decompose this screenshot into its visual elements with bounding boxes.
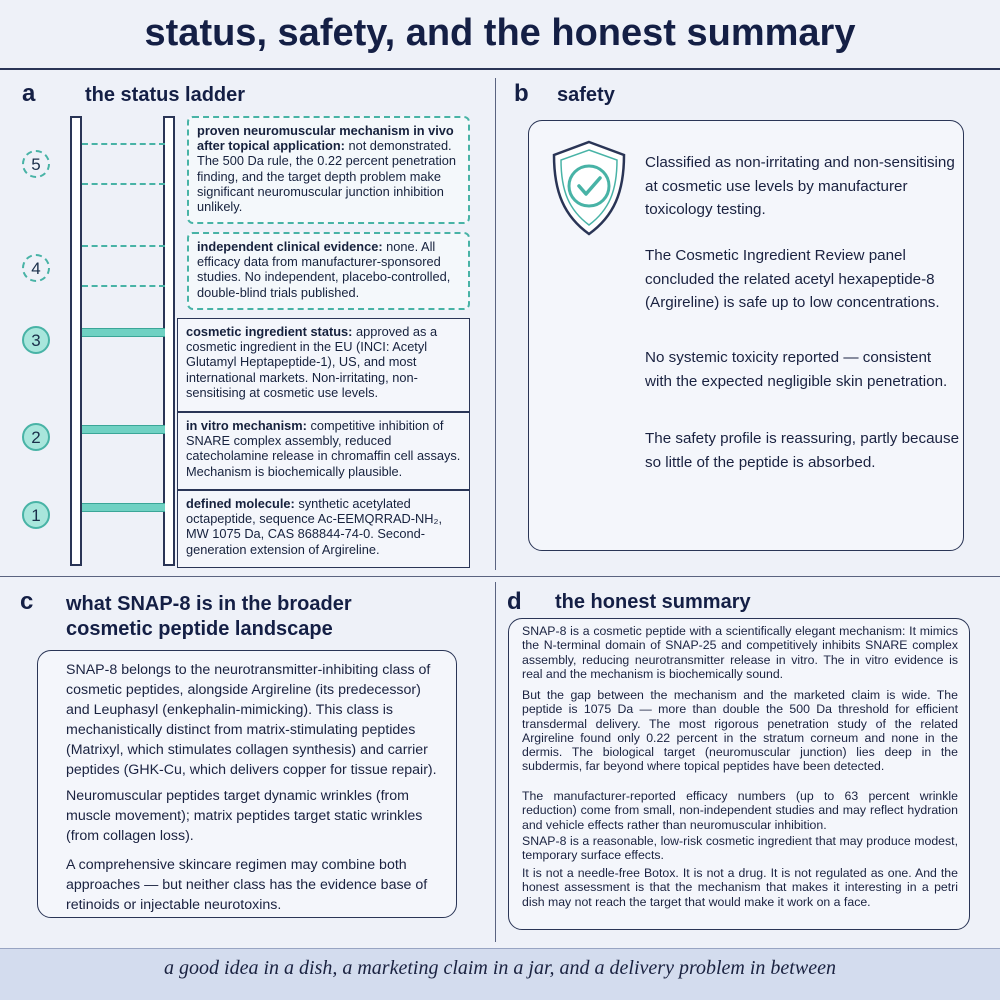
footer-caption: a good idea in a dish, a marketing claim in a jar, and a delivery problem in between [164,957,836,979]
vertical-divider-top [495,78,496,570]
summary-paragraph-3: The manufacturer-reported efficacy numbers (up to 63 percent wrinkle reduction) come from small, non-independent studies and may reflect hydration and vehicle effects rather than neuromuscular inhibition. [522,789,958,832]
safety-paragraph-1: Classified as non-irritating and non-sensitising at cosmetic use levels by manufacturer toxicology testing. [645,154,955,218]
panel-c-title-line1: what SNAP-8 is in the broader [66,593,352,615]
title-rule [0,68,1000,70]
safety-paragraph-4: The safety profile is reassuring, partly because so little of the peptide is absorbed. [645,430,960,471]
step-4-badge: 4 [22,254,50,282]
vertical-divider-bottom [495,582,496,942]
panel-a-title: the status ladder [85,84,246,106]
step-5-text: not demonstrated. The 500 Da rule, the 0.22 percent penetration finding, and the target depth problem make significant neuromuscular junction inhibition unlikely. [197,138,456,215]
step-1-text: synthetic acetylated octapeptide, sequence Ac-EEMQRRAD-NH₂, MW 1075 Da, CAS 868844-74-0. Second-generation extension of Argireline. [186,496,443,557]
panel-d-label: d [507,588,522,615]
step-1-box [177,490,470,568]
page-title: status, safety, and the honest summary [144,12,856,54]
step-4-box [187,232,470,310]
panel-b-title: safety [557,84,615,106]
step-4-heading: independent clinical evidence: [197,239,383,254]
step-1-badge: 1 [22,501,50,529]
panel-c-title-line2: cosmetic peptide landscape [66,618,333,640]
summary-paragraph-4: SNAP-8 is a reasonable, low-risk cosmetic ingredient that may produce modest, temporary surface effects. [522,834,958,863]
step-2-text: competitive inhibition of SNARE complex assembly, reduced catecholamine release in chromaffin cell assays. Mechanism is biochemically plausible. [186,418,461,479]
horizontal-divider [0,576,1000,577]
step-2-box [177,412,470,490]
summary-paragraph-2: But the gap between the mechanism and the marketed claim is wide. The peptide is 1075 Da — more than double the 500 Da threshold for efficient transdermal delivery. The most rigorous penetration study of the related Argireline found only 0.22 percent in the stratum corneum and none in the dermis. The biological target (neuromuscular junction) lies deep in the subdermis, far beyond where topical peptides have been detected. [522,688,958,774]
ladder-rung-3 [82,328,165,337]
panel-d-title: the honest summary [555,591,751,613]
summary-paragraph-1: SNAP-8 is a cosmetic peptide with a scientifically elegant mechanism: It mimics the N-terminal domain of SNAP-25 and competitively inhibits SNARE complex assembly, reducing neurotransmitter release in vitro. The in vitro evidence is real and the mechanism is biochemically sound. [522,624,958,681]
step-3-badge: 3 [22,326,50,354]
step-5-badge: 5 [22,150,50,178]
summary-paragraph-5: It is not a needle-free Botox. It is not a drug. It is not regulated as one. And the honest assessment is that the mechanism that makes it interesting in a petri dish may not reach the target that would make it work on a face. [522,866,958,909]
step-5-heading: proven neuromuscular mechanism in vivo after topical application: [197,123,454,154]
ladder-rung-2 [82,425,165,434]
panel-b-label: b [514,80,529,107]
ladder-rung-5b [82,183,165,185]
ladder-rung-4a [82,245,165,247]
ladder-rung-1 [82,503,165,512]
step-3-text: approved as a cosmetic ingredient in the EU (INCI: Acetyl Glutamyl Heptapeptide-1), US, and most international markets. Non-irritating, non-sensitising at cosmetic use levels. [186,324,438,400]
panel-c-label: c [20,588,34,615]
shield-check-icon [548,138,630,238]
landscape-paragraph-2: Neuromuscular peptides target dynamic wrinkles (from muscle movement); matrix peptides target static wrinkles (from collagen loss). [66,788,423,844]
step-2-heading: in vitro mechanism: [186,418,307,433]
step-1-heading: defined molecule: [186,496,295,511]
step-5-box [187,116,470,224]
landscape-paragraph-1: SNAP-8 belongs to the neurotransmitter-inhibiting class of cosmetic peptides, alongside Argireline (its predecessor) and Leuphasyl (enkephalin-mimicking). This class is mechanistically distinct from matrix-stimulating peptides (Matrixyl, which stimulates collagen synthesis) and carrier peptides (GHK-Cu, which delivers copper for tissue repair). [66,662,437,778]
step-3-box [177,318,470,412]
step-3-heading: cosmetic ingredient status: [186,324,353,339]
landscape-paragraph-3: A comprehensive skincare regimen may combine both approaches — but neither class has the evidence base of retinoids or injectable neurotoxins. [66,857,428,913]
safety-paragraph-3: No systemic toxicity reported — consistent with the expected negligible skin penetration. [645,349,948,390]
ladder-left-rail [70,116,82,566]
ladder-rung-4b [82,285,165,287]
panel-a-label: a [22,80,36,107]
step-4-text: none. All efficacy data from manufacturer-sponsored studies. No independent, placebo-controlled, double-blind trials published. [197,239,451,300]
step-2-badge: 2 [22,423,50,451]
ladder-rung-5a [82,143,165,145]
safety-paragraph-2: The Cosmetic Ingredient Review panel concluded the related acetyl hexapeptide-8 (Argireline) is safe up to low concentrations. [645,247,940,311]
